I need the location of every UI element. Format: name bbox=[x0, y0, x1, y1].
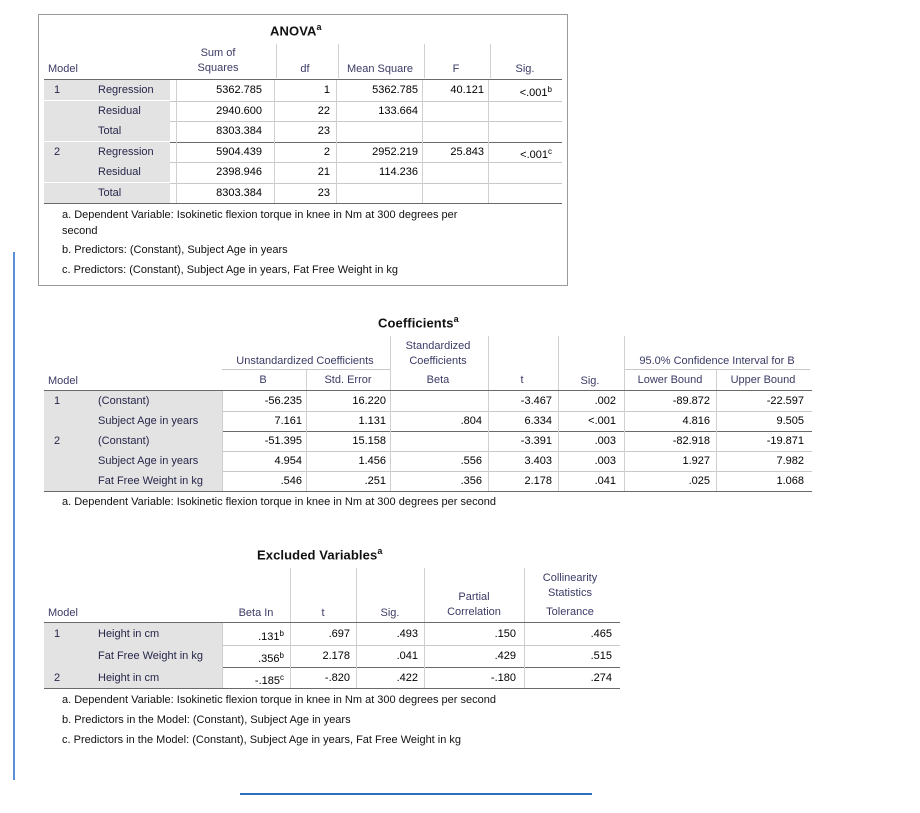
coef-cell-lower: 1.927 bbox=[682, 455, 710, 467]
anova-cell-df: 21 bbox=[317, 166, 330, 178]
anova-cell-f bbox=[424, 121, 484, 141]
coef-vline bbox=[624, 336, 625, 390]
excl-body-vline bbox=[356, 623, 357, 688]
anova-vline bbox=[276, 44, 277, 78]
anova-cell-ss: 5904.439 bbox=[216, 145, 262, 158]
coef-vline bbox=[390, 336, 391, 390]
coef-cell-t: 3.403 bbox=[524, 455, 552, 467]
excl-row-label: Height in cm bbox=[92, 667, 222, 689]
anova-cell-ms: 114.236 bbox=[379, 166, 418, 178]
coef-cell-upper: -19.871 bbox=[766, 435, 804, 447]
anova-vline bbox=[490, 44, 491, 78]
coef-header-beta: Beta bbox=[426, 374, 450, 386]
excl-row-label: Height in cm bbox=[92, 623, 222, 645]
anova-bottom-rule bbox=[44, 203, 562, 204]
anova-header-f: F bbox=[452, 63, 460, 75]
anova-header-df: df bbox=[300, 63, 310, 75]
anova-cell-sig bbox=[490, 183, 552, 203]
anova-body-vline bbox=[274, 80, 275, 203]
left-accent-line bbox=[13, 252, 15, 780]
coef-cell-lower: 4.816 bbox=[682, 415, 710, 427]
coef-body-vline bbox=[306, 391, 307, 491]
anova-footnote-a: a. Dependent Variable: Isokinetic flexion torque in knee in Nm at 300 degrees per second bbox=[62, 209, 458, 237]
coef-row-label: (Constant) bbox=[92, 391, 222, 411]
anova-cell-f bbox=[424, 101, 484, 121]
anova-cell-df: 2 bbox=[323, 145, 330, 158]
anova-row-model bbox=[44, 183, 92, 203]
anova-row-label: Regression bbox=[92, 142, 170, 162]
excl-beta-sup: b bbox=[279, 629, 284, 638]
anova-row-model: 1 bbox=[44, 80, 92, 100]
coef-body-vline bbox=[558, 391, 559, 491]
coef-cell-t: 6.334 bbox=[524, 415, 552, 427]
coef-cell-t: -3.391 bbox=[520, 435, 552, 447]
anova-cell-df: 23 bbox=[317, 125, 330, 137]
anova-cell-f: 40.121 bbox=[450, 84, 484, 96]
excl-header-partial: Partial Correlation bbox=[447, 591, 501, 618]
excl-beta-value: .131 bbox=[258, 631, 280, 643]
anova-row-model bbox=[44, 162, 92, 182]
anova-cell-ss: 2398.946 bbox=[216, 166, 262, 178]
excl-cell-beta_in bbox=[222, 645, 284, 667]
coef-cell-sig: .003 bbox=[594, 435, 616, 447]
anova-cell-sig bbox=[490, 162, 552, 182]
coef-cell-b: 4.954 bbox=[274, 455, 302, 467]
coef-vline bbox=[558, 336, 559, 390]
coef-body-vline bbox=[716, 391, 717, 491]
anova-sig-sup: c bbox=[548, 146, 552, 156]
coef-cell-b: .546 bbox=[280, 475, 302, 487]
anova-cell-df: 22 bbox=[317, 104, 330, 117]
coef-vline bbox=[306, 370, 307, 390]
excl-cell-partial: -.180 bbox=[490, 672, 516, 684]
excl-body-vline bbox=[524, 623, 525, 688]
excl-body-vline bbox=[424, 623, 425, 688]
coef-row-label: (Constant) bbox=[92, 431, 222, 451]
anova-title-sup: a bbox=[316, 22, 322, 32]
excl-header-collinearity: Collinearity Statistics bbox=[542, 572, 598, 599]
coef-cell-se: 16.220 bbox=[352, 395, 386, 407]
coef-header-lower: Lower Bound bbox=[637, 374, 703, 386]
coef-cell-se: 1.131 bbox=[358, 415, 386, 427]
coef-cell-b: -56.235 bbox=[264, 395, 302, 407]
excl-cell-t: 2.178 bbox=[322, 650, 350, 662]
anova-cell-sig bbox=[490, 142, 552, 162]
anova-cell-ms bbox=[338, 121, 418, 141]
coef-cell-beta bbox=[390, 391, 482, 411]
anova-header-ms: Mean Square bbox=[346, 63, 414, 75]
coef-cell-beta: .556 bbox=[460, 455, 482, 467]
anova-cell-ms: 133.664 bbox=[378, 104, 418, 117]
excl-footnote-a: a. Dependent Variable: Isokinetic flexion torque in knee in Nm at 300 degrees per second bbox=[62, 694, 496, 706]
bottom-accent-line bbox=[240, 793, 592, 795]
excl-header-tolerance: Tolerance bbox=[546, 606, 594, 618]
excl-cell-partial: .150 bbox=[494, 628, 516, 640]
excl-bottom-rule bbox=[44, 688, 620, 689]
anova-body-vline bbox=[488, 80, 489, 203]
excl-footnote-b: b. Predictors in the Model: (Constant), Subject Age in years bbox=[62, 714, 351, 726]
anova-vline bbox=[338, 44, 339, 78]
excl-vline bbox=[524, 568, 525, 622]
anova-cell-f bbox=[424, 162, 484, 182]
anova-row-label: Total bbox=[92, 183, 170, 203]
anova-body-vline bbox=[176, 80, 177, 203]
excl-cell-t: -.820 bbox=[324, 672, 350, 684]
anova-body-vline bbox=[336, 80, 337, 203]
coef-cell-lower: -82.918 bbox=[672, 435, 710, 447]
coef-cell-lower: .025 bbox=[688, 475, 710, 487]
coef-row-label: Fat Free Weight in kg bbox=[92, 471, 222, 491]
coef-vline bbox=[488, 336, 489, 390]
anova-title bbox=[270, 22, 322, 38]
coef-row-model: 1 bbox=[44, 391, 92, 411]
anova-footnote-c: c. Predictors: (Constant), Subject Age in years, Fat Free Weight in kg bbox=[62, 264, 399, 276]
coef-body-vline bbox=[488, 391, 489, 491]
coef-row-model bbox=[44, 411, 92, 431]
anova-row-label: Regression bbox=[92, 80, 170, 100]
coef-cell-upper: -22.597 bbox=[766, 395, 804, 407]
coef-vline bbox=[716, 370, 717, 390]
anova-row-model: 2 bbox=[44, 142, 92, 162]
coef-header-sig: Sig. bbox=[580, 375, 600, 387]
coef-cell-b: 7.161 bbox=[274, 415, 302, 427]
coefficients-title-sup: a bbox=[453, 314, 459, 324]
coef-footnote-a: a. Dependent Variable: Isokinetic flexion torque in knee in Nm at 300 degrees per second bbox=[62, 496, 496, 508]
coef-cell-se: 1.456 bbox=[358, 455, 386, 467]
excl-cell-tol: .465 bbox=[590, 628, 612, 640]
excl-vline bbox=[424, 568, 425, 622]
coef-bottom-rule bbox=[44, 491, 812, 492]
coef-header-ci: 95.0% Confidence Interval for B bbox=[639, 355, 795, 367]
excl-cell-sig: .422 bbox=[396, 672, 418, 684]
excl-cell-partial: .429 bbox=[494, 650, 516, 662]
excl-cell-tol: .274 bbox=[590, 672, 612, 684]
coef-cell-sig: .003 bbox=[594, 455, 616, 467]
anova-cell-f bbox=[424, 183, 484, 203]
coef-body-vline bbox=[624, 391, 625, 491]
excl-cell-beta_in bbox=[222, 623, 284, 645]
anova-cell-ms bbox=[338, 183, 418, 203]
coef-header-std: Standardized Coefficients bbox=[405, 340, 471, 367]
anova-cell-df: 1 bbox=[323, 84, 330, 96]
coef-cell-upper: 7.982 bbox=[776, 455, 804, 467]
coef-header-b: B bbox=[259, 374, 267, 386]
coef-cell-upper: 9.505 bbox=[776, 415, 804, 427]
coef-cell-b: -51.395 bbox=[264, 435, 302, 447]
excl-row-model: 2 bbox=[44, 667, 92, 689]
anova-vline bbox=[424, 44, 425, 78]
excluded-title-sup: a bbox=[377, 546, 383, 556]
anova-sig-value: <.001 bbox=[519, 87, 548, 99]
anova-cell-ss: 5362.785 bbox=[216, 84, 262, 96]
anova-cell-sig bbox=[490, 121, 552, 141]
coef-cell-beta: .356 bbox=[460, 475, 482, 487]
excl-cell-t: .697 bbox=[328, 628, 350, 640]
anova-sig-sup: b bbox=[547, 85, 552, 94]
excl-beta-sup: b bbox=[279, 651, 284, 660]
excl-cell-tol: .515 bbox=[590, 650, 612, 662]
coef-header-model: Model bbox=[48, 375, 78, 387]
excl-body-vline bbox=[222, 623, 223, 688]
coef-cell-t: 2.178 bbox=[524, 475, 552, 487]
coef-body-vline bbox=[390, 391, 391, 491]
coef-cell-upper: 1.068 bbox=[776, 475, 804, 487]
coef-header-unstd: Unstandardized Coefficients bbox=[236, 355, 374, 367]
coefficients-title bbox=[378, 314, 459, 330]
excl-footnote-c: c. Predictors in the Model: (Constant), Subject Age in years, Fat Free Weight in kg bbox=[62, 734, 462, 746]
coef-cell-t: -3.467 bbox=[520, 395, 552, 407]
coef-header-se: Std. Error bbox=[324, 374, 372, 386]
coef-cell-lower: -89.872 bbox=[672, 395, 710, 407]
anova-row-label: Residual bbox=[92, 162, 170, 182]
coef-cell-beta bbox=[390, 431, 482, 451]
anova-row-label: Residual bbox=[92, 101, 170, 121]
excl-cell-sig: .041 bbox=[396, 650, 418, 662]
excl-vline bbox=[290, 568, 291, 622]
coef-row-model bbox=[44, 451, 92, 471]
coef-header-upper: Upper Bound bbox=[730, 374, 796, 386]
excl-row-model: 1 bbox=[44, 623, 92, 645]
anova-header-model: Model bbox=[48, 63, 78, 75]
coef-header-subrule bbox=[624, 369, 810, 370]
anova-row-label: Total bbox=[92, 121, 170, 141]
excl-header-model: Model bbox=[48, 607, 78, 619]
excluded-title bbox=[257, 546, 382, 562]
anova-cell-sig bbox=[490, 101, 552, 121]
coef-cell-se: .251 bbox=[364, 475, 386, 487]
anova-cell-ms: 2952.219 bbox=[372, 145, 418, 158]
excl-cell-beta_in bbox=[222, 667, 284, 689]
anova-cell-ss: 2940.600 bbox=[216, 104, 262, 117]
anova-title-text: ANOVA bbox=[270, 23, 317, 39]
anova-cell-ss: 8303.384 bbox=[216, 186, 262, 199]
excl-beta-sup: c bbox=[280, 673, 284, 682]
coef-cell-sig: .002 bbox=[594, 395, 616, 407]
excl-header-beta-in: Beta In bbox=[238, 607, 274, 619]
coef-row-model bbox=[44, 471, 92, 491]
coef-header-t: t bbox=[520, 374, 524, 386]
anova-cell-ms: 5362.785 bbox=[372, 84, 418, 96]
coef-cell-beta: .804 bbox=[460, 415, 482, 427]
coef-body-vline bbox=[222, 391, 223, 491]
coef-cell-sig: <.001 bbox=[588, 415, 616, 427]
excl-beta-value: .356 bbox=[258, 653, 280, 665]
anova-row-model bbox=[44, 121, 92, 141]
anova-cell-ss: 8303.384 bbox=[216, 125, 262, 137]
excl-header-t: t bbox=[321, 607, 325, 619]
anova-row-model bbox=[44, 101, 92, 121]
coef-cell-se: 15.158 bbox=[352, 435, 386, 447]
anova-cell-f: 25.843 bbox=[450, 145, 484, 158]
coef-row-label: Subject Age in years bbox=[92, 451, 222, 471]
excl-cell-sig: .493 bbox=[396, 628, 418, 640]
excl-row-model bbox=[44, 645, 92, 667]
anova-cell-df: 23 bbox=[317, 186, 330, 199]
coefficients-title-text: Coefficients bbox=[378, 315, 454, 331]
coef-row-model: 2 bbox=[44, 431, 92, 451]
anova-header-sig: Sig. bbox=[515, 63, 535, 75]
excl-vline bbox=[356, 568, 357, 622]
anova-header-ss: Sum of Squares bbox=[197, 47, 239, 74]
anova-footnote-b: b. Predictors: (Constant), Subject Age in years bbox=[62, 244, 288, 256]
coef-row-label: Subject Age in years bbox=[92, 411, 222, 431]
anova-sig-value: <.001 bbox=[520, 148, 548, 161]
excl-row-label: Fat Free Weight in kg bbox=[92, 645, 222, 667]
anova-body-vline bbox=[422, 80, 423, 203]
coef-cell-sig: .041 bbox=[594, 475, 616, 487]
excl-beta-value: -.185 bbox=[254, 675, 280, 687]
anova-cell-sig bbox=[490, 80, 552, 100]
excl-header-sig: Sig. bbox=[380, 607, 400, 619]
excl-body-vline bbox=[290, 623, 291, 688]
excluded-title-text: Excluded Variables bbox=[257, 547, 378, 563]
